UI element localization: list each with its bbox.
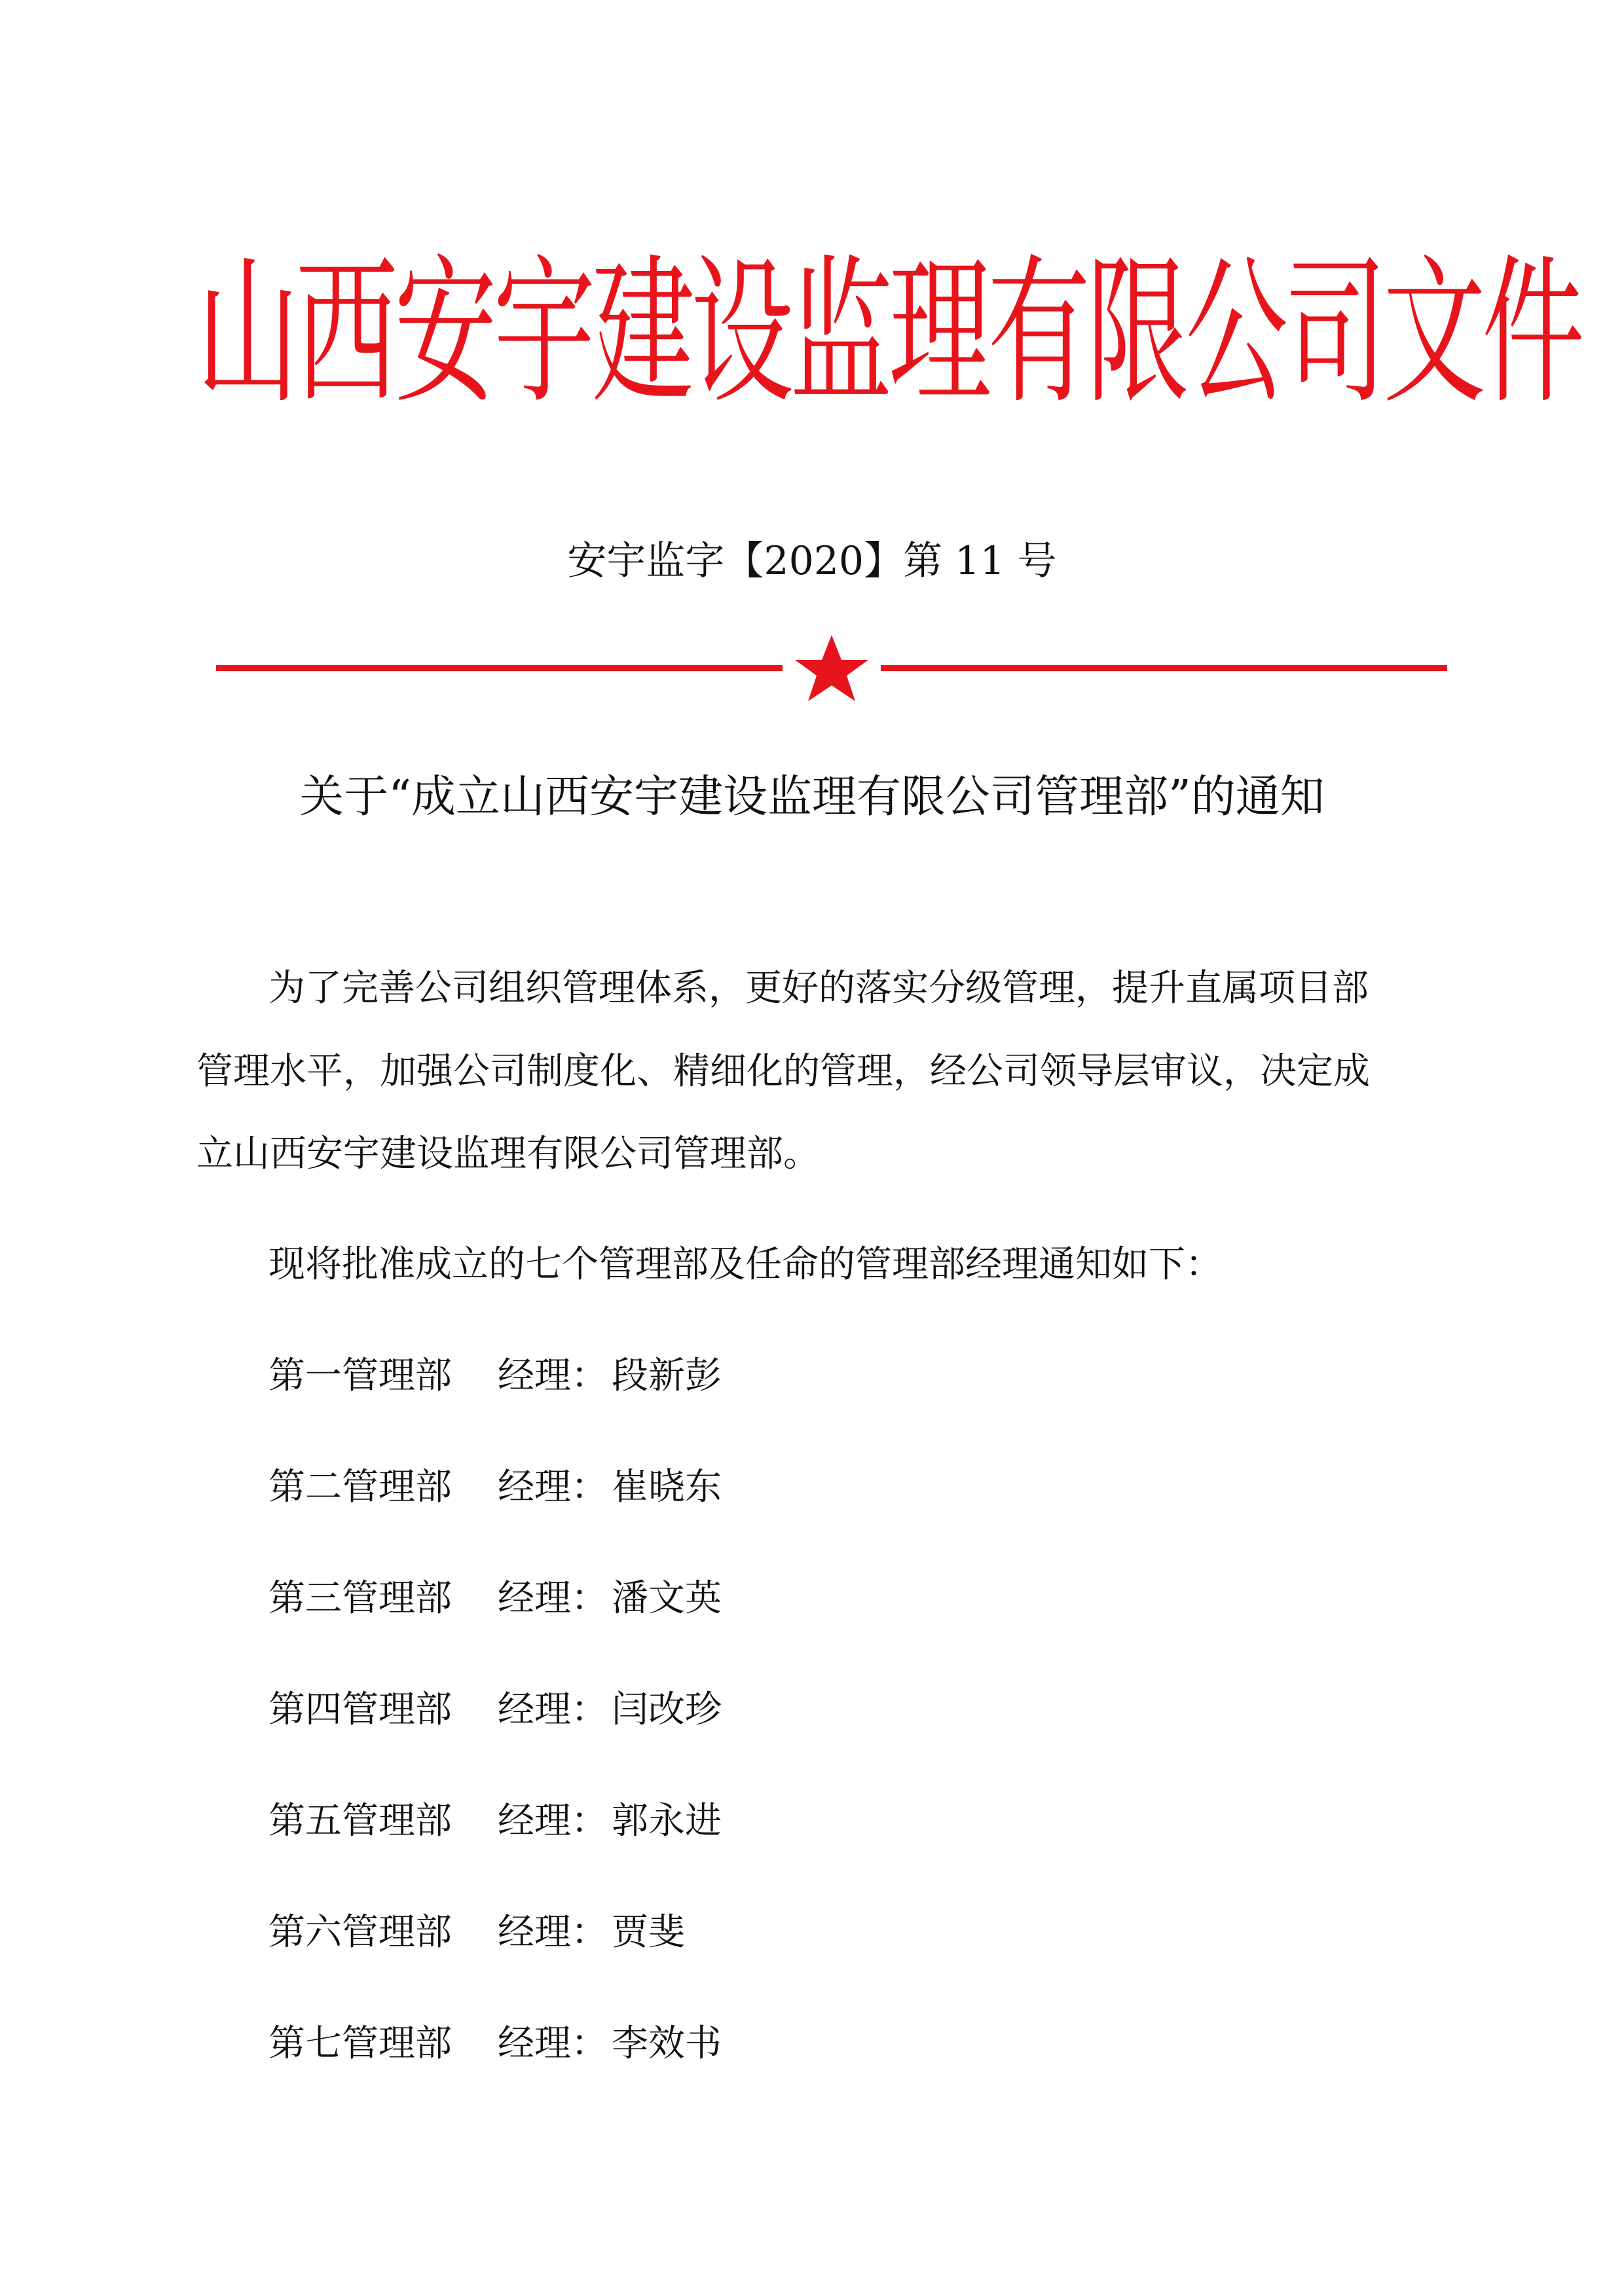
manager-name: 郭永进 xyxy=(612,1800,722,1842)
manager-label: 经理： xyxy=(498,1355,608,1397)
red-star-divider xyxy=(216,629,1447,707)
department-name: 第七管理部 xyxy=(268,2022,452,2065)
manager-label: 经理： xyxy=(498,1911,608,1954)
intro-line: 现将批准成立的七个管理部及任命的管理部经理通知如下： xyxy=(268,1243,1222,1286)
department-name: 第二管理部 xyxy=(268,1466,452,1508)
paragraph-line-1: 为了完善公司组织管理体系，更好的落实分级管理，提升直属项目部 xyxy=(268,967,1369,1010)
department-name: 第一管理部 xyxy=(268,1355,452,1397)
manager-name: 李效书 xyxy=(612,2022,722,2065)
manager-row-7 xyxy=(268,2014,722,2073)
paragraph-line-2: 管理水平，加强公司制度化、精细化的管理，经公司领导层审议，决定成 xyxy=(196,1050,1370,1093)
manager-row-3 xyxy=(268,1569,722,1628)
divider-left-line xyxy=(216,665,783,671)
document-header-title: 山西安宇建设监理有限公司文件 xyxy=(196,240,1581,427)
paragraph-line-3: 立山西安宇建设监理有限公司管理部。 xyxy=(196,1133,820,1175)
department-name: 第六管理部 xyxy=(268,1911,452,1954)
manager-label: 经理： xyxy=(498,1688,608,1731)
manager-name: 崔晓东 xyxy=(612,1466,722,1508)
department-name: 第四管理部 xyxy=(268,1688,452,1731)
divider-right-line xyxy=(881,665,1447,671)
manager-row-6 xyxy=(268,1903,685,1962)
manager-label: 经理： xyxy=(498,2022,608,2065)
manager-row-5 xyxy=(268,1792,722,1851)
manager-name: 闫改珍 xyxy=(612,1688,722,1731)
manager-label: 经理： xyxy=(498,1800,608,1842)
document-number: 安宇监字【2020】第 11 号 xyxy=(567,538,1057,584)
manager-row-2 xyxy=(268,1458,722,1517)
department-name: 第五管理部 xyxy=(268,1800,452,1842)
manager-row-1 xyxy=(268,1347,722,1406)
department-name: 第三管理部 xyxy=(268,1577,452,1620)
manager-name: 贾斐 xyxy=(612,1911,685,1954)
manager-label: 经理： xyxy=(498,1577,608,1620)
manager-name: 段新彭 xyxy=(612,1355,722,1397)
star-icon xyxy=(795,635,868,701)
notice-title: 关于“成立山西安宇建设监理有限公司管理部”的通知 xyxy=(299,771,1325,823)
manager-label: 经理： xyxy=(498,1466,608,1508)
manager-name: 潘文英 xyxy=(612,1577,722,1620)
manager-row-4 xyxy=(268,1681,722,1740)
